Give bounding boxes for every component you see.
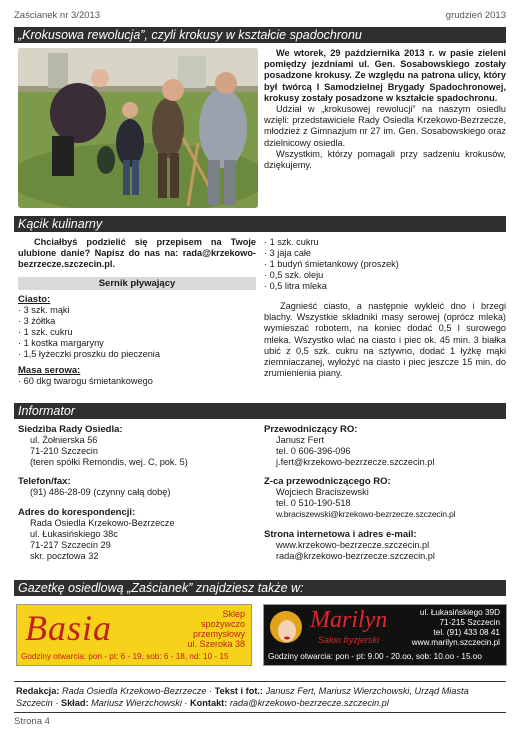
ingredient: · 1 budyń śmietankowy (proszek) <box>264 259 399 269</box>
footer-value: Janusz Fert, Mariusz Wierzchowski, Urząd Miasta Szczecin <box>16 686 469 708</box>
page-header <box>14 10 506 21</box>
ingredient: · 3 jaja całe <box>264 248 311 258</box>
recipe-title: Sernik pływający <box>18 277 256 290</box>
informator-section-title: Informator <box>14 403 506 419</box>
article-lead: We wtorek, 29 października 2013 r. w pasie zieleni pomiędzy jezdniami ul. Gen. Sosabowskiego zostały posadzone krokusy. Ze względu na patrona ulicy, który był twórcą I Samodzielnej Brygady Spadochronowej, krokusy zostały posadzone w kształcie spadochronu. <box>264 48 506 103</box>
info-block <box>264 476 506 519</box>
ingredient: · 3 żółtka <box>18 315 56 326</box>
article-paragraph: Wszystkim, którzy pomagali przy sadzeniu krokusów, dziękujemy. <box>264 148 506 171</box>
kitchen-left-column <box>18 237 256 387</box>
ingredient: · 1 szk. cukru <box>18 326 73 337</box>
info-block-title: Przewodniczący RO: <box>264 424 358 435</box>
masthead-footer: Redakcja: Rada Osiedla Krzekowo-Bezrzecze · Tekst i fot.: Janusz Fert, Mariusz Wierzchowski, Urząd Miasta Szczecin · Skład: Mariusz Wierzchowski · Kontakt: rada@krzekowo-bezrzecze.szczecin.pl <box>14 681 506 713</box>
ads-section-title: Gazetkę osiedlową „Zaścianek” znajdziesz także w: <box>14 580 506 596</box>
page-number: Strona 4 <box>14 716 50 727</box>
info-line: Rada Osiedla Krzekowo-Bezrzecze <box>30 518 175 529</box>
marilyn-info <box>412 608 500 648</box>
marilyn-subtitle: Salon fryzjerski <box>318 635 380 645</box>
basia-line: spożywczo <box>200 619 245 629</box>
info-block-title: Strona internetowa i adres e-mail: <box>264 528 417 540</box>
info-line: tel. 0 606-396-096 <box>276 445 351 456</box>
footer-value: Mariusz Wierzchowski <box>91 698 182 708</box>
marilyn-website: www.marilyn.szczecin.pl <box>411 638 500 647</box>
marilyn-hours: Godziny otwarcia: pon - pt: 9.00 - 20.oo, sob: 10.oo - 15.oo <box>268 652 482 661</box>
ingredient: · 0,5 litra mleka <box>264 281 327 291</box>
marilyn-portrait-icon <box>268 609 304 649</box>
recipe-instructions: Zagnieść ciasto, a następnie wykleić dno i brzegi blachy. Wszystkie składniki masy serowej (oprócz mleka) wymieszać robotem, na koniec dodać 0,5 l surowego mleka. Wszystko wlać na ciasto i piec ok. 45 min. 3 białka ubić z 0,5 szk. cukru na sztywno, dodać 1 łyżkę mąki ziemniaczanej, wyłożyć na ciasto i piec jeszcze 15 min. do zrumienienia piany. <box>264 301 506 379</box>
email-link[interactable]: rada@krzekowo-bezrzecze.szczecin.pl <box>276 550 435 561</box>
informator-right-column <box>264 424 506 570</box>
info-block-title: Adres do korespondencji: <box>18 507 136 519</box>
article-photo <box>18 48 258 208</box>
kitchen-right-column <box>264 237 506 379</box>
info-line: tel. 0 510-190-518 <box>276 498 351 509</box>
footer-label: Skład: <box>60 698 89 708</box>
article-paragraph: Udział w „krokusowej rewolucji” na naszym osiedlu wzięli: przedstawiciele Rady Osiedla Krzekowo-Bezrzecze, młodzież z Gimnazjum nr 27 im. Gen. Sosabowskiego oraz dzielnicowy osiedla. <box>264 104 506 148</box>
cheese-label: Masa serowa: <box>18 364 81 376</box>
issue-label: Zaścianek nr 3/2013 <box>14 10 101 21</box>
footer-label: Kontakt: <box>190 698 228 708</box>
info-line: skr. pocztowa 32 <box>30 550 99 561</box>
cheese-ingredients-start <box>18 376 256 387</box>
issue-date: grudzień 2013 <box>445 10 506 21</box>
info-line: (teren spółki Remondis, wej. C, pok. 5) <box>30 456 188 467</box>
ingredient: · 60 dkg twarogu śmietankowego <box>18 375 153 386</box>
footer-label: Tekst i fot.: <box>214 686 263 696</box>
info-line: Wojciech Braciszewski <box>276 487 369 498</box>
cheese-ingredients-continued <box>264 237 506 292</box>
info-block <box>18 476 256 498</box>
basia-address: ul. Szeroka 38 <box>187 639 245 649</box>
footer-contact-email[interactable]: rada@krzekowo-bezrzecze.szczecin.pl <box>229 698 389 708</box>
website-link[interactable]: www.krzekowo-bezrzecze.szczecin.pl <box>276 539 430 550</box>
info-block <box>264 529 506 562</box>
ingredient: · 3 szk. mąki <box>18 304 70 315</box>
info-block <box>18 507 256 561</box>
basia-logo-text: Basia <box>25 608 113 648</box>
info-block-title: Siedziba Rady Osiedla: <box>18 424 123 435</box>
ad-marilyn <box>263 604 507 666</box>
info-line: ul. Żołnierska 56 <box>30 435 98 445</box>
ingredient: · 0,5 szk. oleju <box>264 270 324 280</box>
email-link[interactable]: j.fert@krzekowo-bezrzecze.szczecin.pl <box>276 456 435 467</box>
dough-ingredients <box>18 305 256 360</box>
info-block-title: Telefon/fax: <box>18 476 71 488</box>
marilyn-address: ul. Łukasińskiego 39D <box>419 608 500 617</box>
recipe-invite: Chciałbyś podzielić się przepisem na Twoje ulubione danie? Napisz do nas na: rada@krzekowo-bezrzecze.szczecin.pl. <box>18 237 256 270</box>
planting-photo-image <box>18 48 258 208</box>
basia-info <box>187 609 245 649</box>
email-link[interactable]: w.braciszewski@krzekowo-bezrzecze.szczecin.pl <box>276 508 456 519</box>
dough-label: Ciasto: <box>18 293 51 305</box>
info-block <box>18 424 256 467</box>
ingredient: · 1 szk. cukru <box>264 237 319 247</box>
info-block-title: Z-ca przewodniczącego RO: <box>264 476 391 488</box>
marilyn-logo-text: Marilyn <box>310 607 388 633</box>
footer-label: Redakcja: <box>16 686 60 696</box>
basia-hours: Godziny otwarcia: pon - pt: 6 - 19, sob: 6 - 18, nd: 10 - 15 <box>21 652 229 661</box>
informator-left-column <box>18 424 256 570</box>
basia-line: przemysłowy <box>192 629 245 639</box>
info-line: 71-217 Szczecin 29 <box>30 539 111 550</box>
info-block <box>264 424 506 467</box>
ingredient: · 1,5 łyżeczki proszku do pieczenia <box>18 348 160 359</box>
ad-basia <box>16 604 252 666</box>
info-line: ul. Łukasińskiego 38c <box>30 528 118 539</box>
article-body <box>264 48 506 171</box>
marilyn-city: 71-215 Szczecin <box>439 618 500 627</box>
article-title: „Krokusowa rewolucja”, czyli krokusy w kształcie spadochronu <box>14 27 506 43</box>
kitchen-section-title: Kącik kulinarny <box>14 216 506 232</box>
ingredient: · 1 kostka margaryny <box>18 337 104 348</box>
info-line: 71-210 Szczecin <box>30 445 98 456</box>
info-line: (91) 486-28-09 (czynny całą dobę) <box>30 487 171 498</box>
footer-value: Rada Osiedla Krzekowo-Bezrzecze <box>61 686 207 696</box>
info-line: Janusz Fert <box>276 435 324 445</box>
basia-line: Sklep <box>222 609 245 619</box>
marilyn-phone: tel. (91) 433 08 41 <box>433 628 500 637</box>
